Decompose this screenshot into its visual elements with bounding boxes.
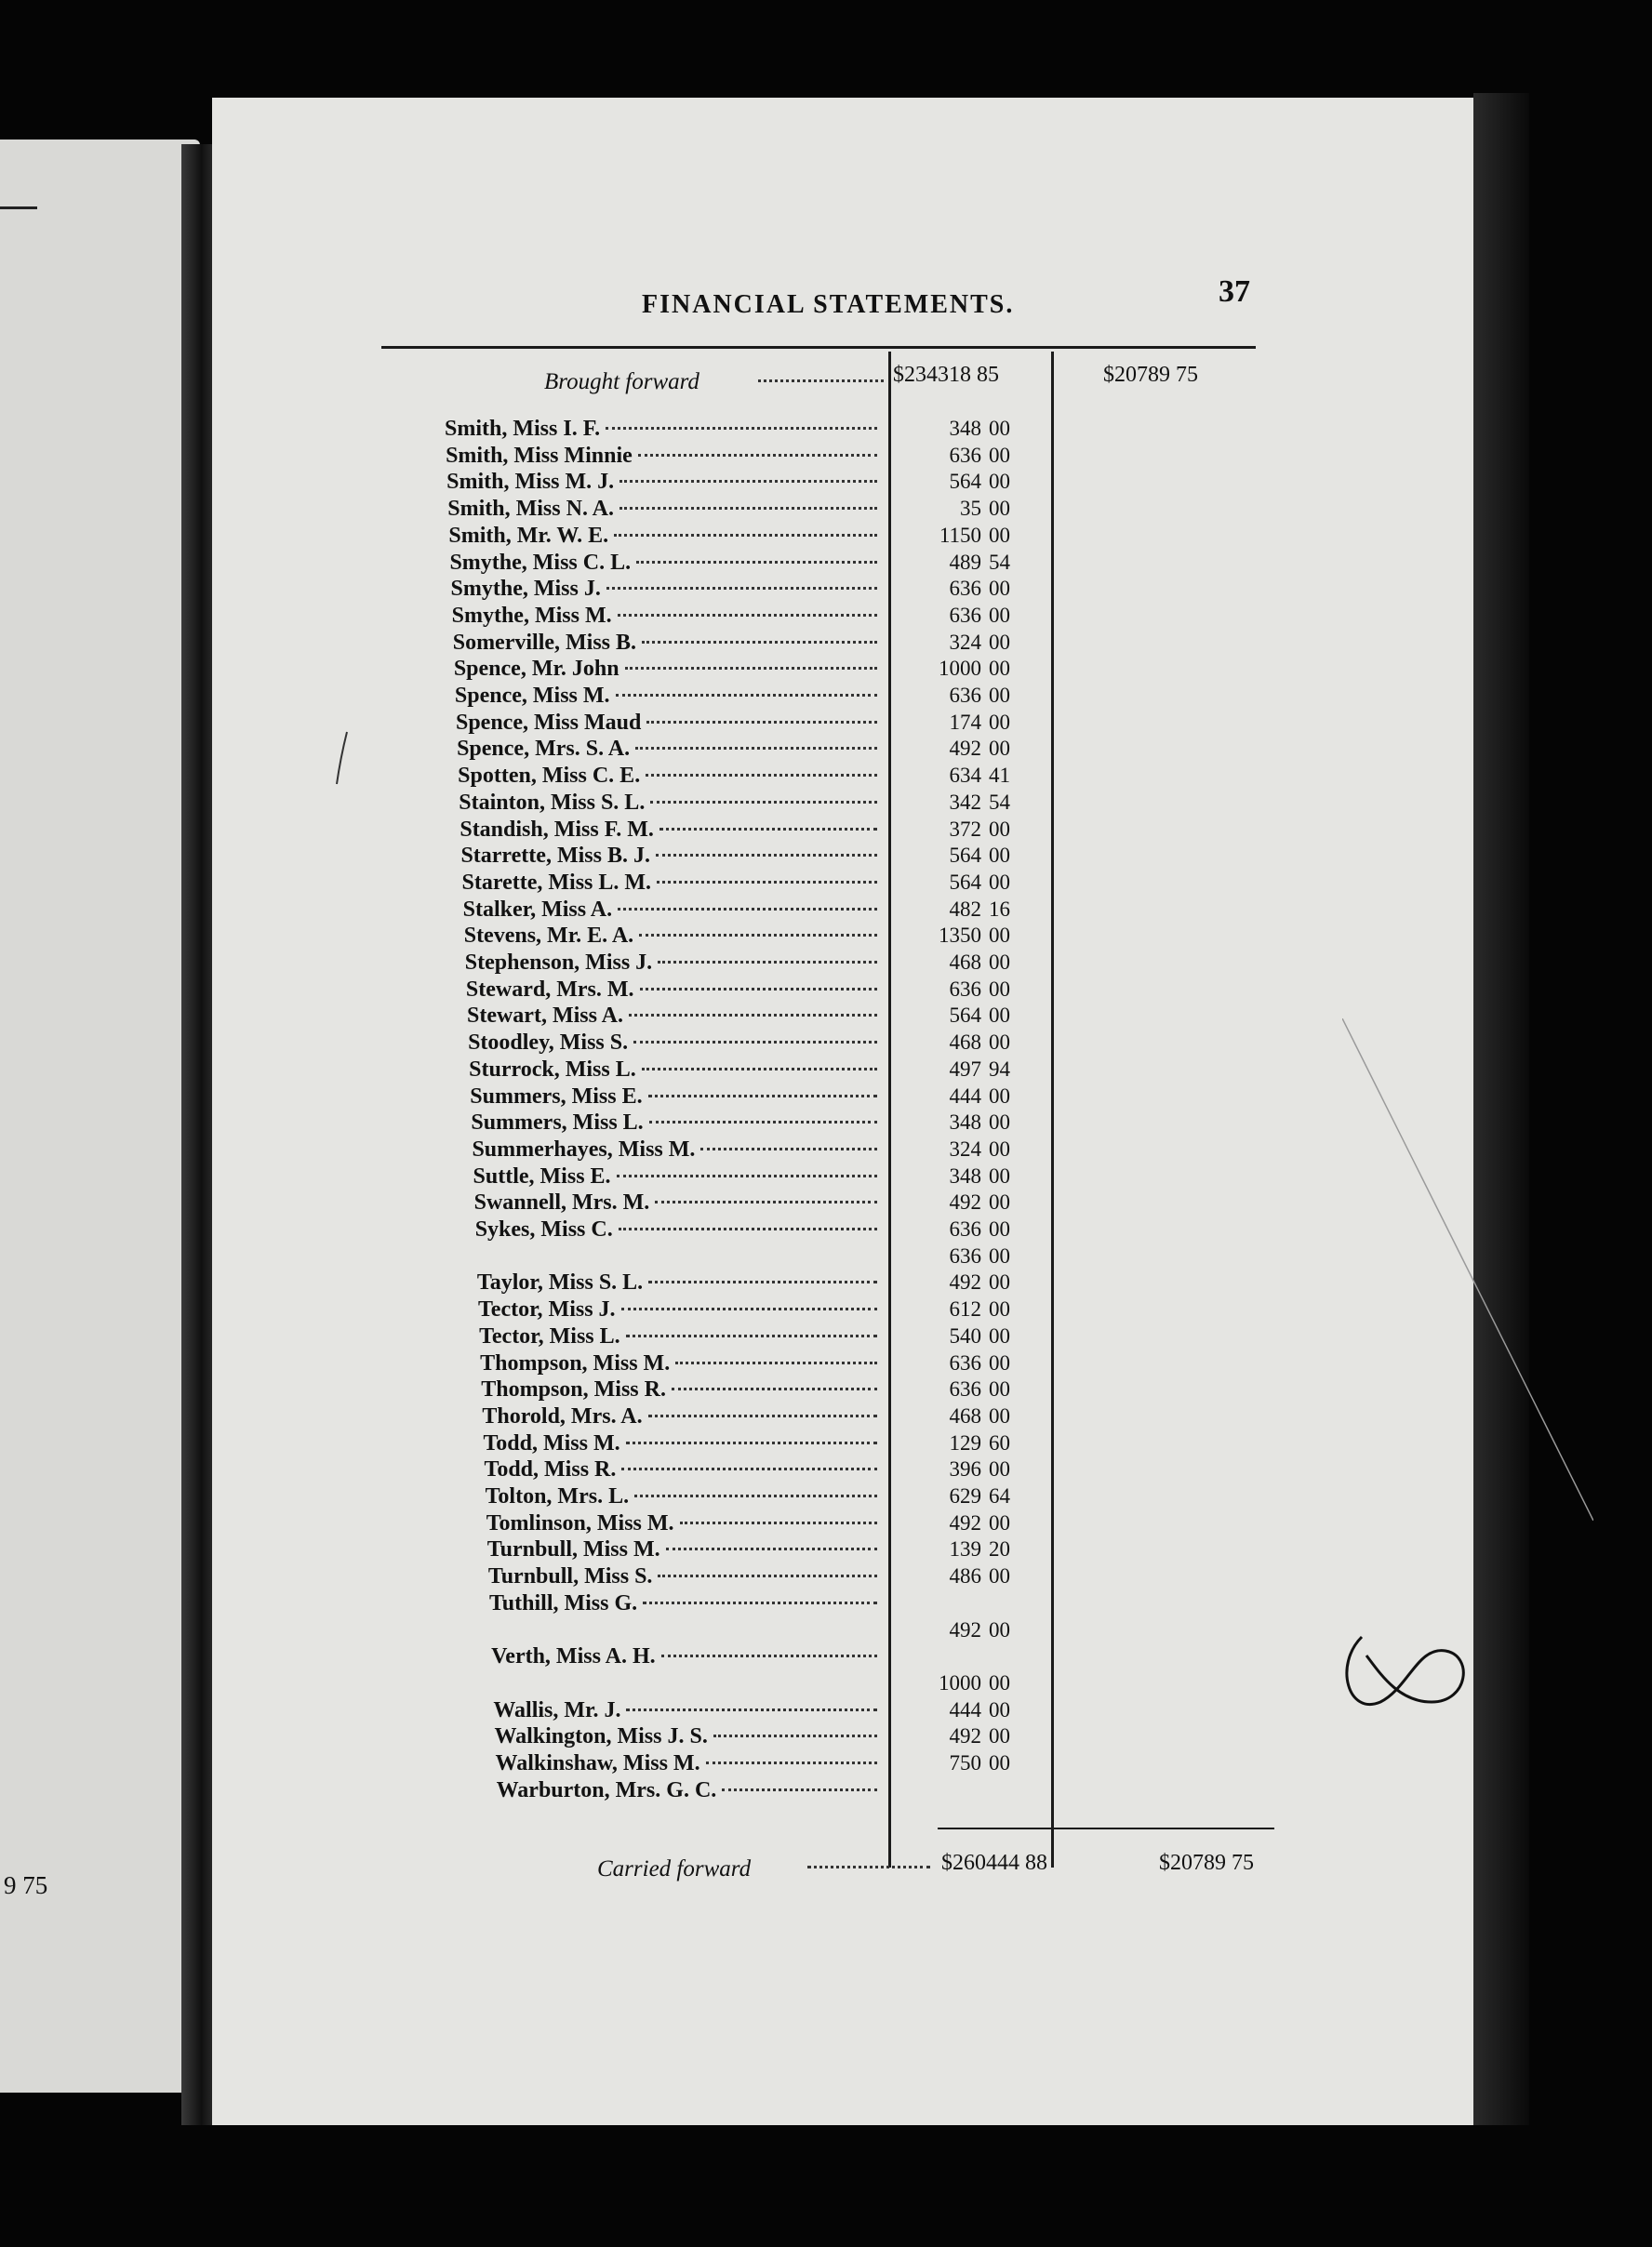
ledger-name: Swannell, Mrs. M. <box>473 1190 650 1216</box>
dot-leader <box>621 1468 877 1470</box>
ledger-amount-dollars: 636 <box>949 1377 981 1402</box>
ledger-amount-cents: 00 <box>988 1403 1010 1428</box>
dot-leader <box>619 1228 877 1230</box>
ledger-name: Spence, Mrs. S. A. <box>457 737 631 762</box>
ledger-amount-cents: 60 <box>988 1430 1010 1455</box>
ledger-row <box>486 1537 1010 1563</box>
dot-leader <box>646 721 877 724</box>
ledger-amount-dollars: 634 <box>949 764 981 788</box>
ledger-amount-cents: 00 <box>988 710 1010 734</box>
ledger-amount-dollars: 492 <box>949 1270 981 1295</box>
brought-forward-leader <box>758 379 884 382</box>
ledger-name: Smith, Miss I. F. <box>445 417 601 441</box>
brought-forward-amount: $234318 85 <box>893 363 999 387</box>
ledger-amount-cents: 00 <box>988 844 1010 868</box>
dot-leader <box>642 1068 877 1070</box>
ledger-amount-dollars: 636 <box>949 1217 981 1241</box>
ledger-amount-cents: 00 <box>988 1724 1010 1748</box>
ledger-row <box>476 1243 1010 1270</box>
dot-leader <box>700 1148 877 1150</box>
ledger-amount-cents: 00 <box>988 1377 1010 1402</box>
pencil-mark-icon <box>333 730 352 786</box>
ledger-name: Walkington, Miss J. S. <box>494 1724 708 1749</box>
ledger-amount-cents: 00 <box>988 1030 1010 1055</box>
ledger-name: Stewart, Miss A. <box>466 1004 623 1029</box>
ledger-amount-dollars: 444 <box>949 1697 981 1722</box>
dot-leader <box>635 747 877 750</box>
ledger-amount-cents: 00 <box>988 1697 1010 1722</box>
ledger-amount-cents: 54 <box>988 550 1010 574</box>
ledger-row <box>469 1057 1010 1084</box>
ledger-name: Summerhayes, Miss M. <box>472 1137 696 1162</box>
ledger-name: Smythe, Miss C. L. <box>449 550 632 575</box>
dot-leader <box>633 1041 877 1044</box>
ledger-row <box>497 1778 881 1804</box>
ledger-row <box>472 1137 1010 1163</box>
ledger-name: Stoodley, Miss S. <box>468 1030 629 1056</box>
ledger-row <box>470 1084 1010 1110</box>
ledger-amount-cents: 00 <box>988 924 1010 948</box>
dot-leader <box>656 854 877 857</box>
ledger-amount-dollars: 540 <box>949 1323 981 1348</box>
dot-leader <box>640 988 877 991</box>
dot-leader <box>675 1362 877 1364</box>
ledger-amount-cents: 00 <box>988 1350 1010 1375</box>
brought-forward-amount-right: $20789 75 <box>1103 363 1198 387</box>
ledger-amount-dollars: 492 <box>949 737 981 761</box>
book-spine <box>181 144 215 2125</box>
ledger-row <box>446 443 1010 470</box>
ledger-name: Stalker, Miss A. <box>462 897 613 922</box>
ledger-amount-dollars: 444 <box>949 1084 981 1108</box>
ledger-row <box>464 951 1010 977</box>
ledger-row <box>487 1564 1010 1590</box>
ledger-amount-cents: 41 <box>988 764 1010 788</box>
ledger-row <box>453 657 1010 683</box>
dot-leader <box>629 1014 877 1017</box>
dot-leader <box>617 1175 877 1177</box>
ledger-amount-dollars: 492 <box>949 1190 981 1215</box>
ledger-row <box>460 844 1010 870</box>
ledger-amount-dollars: 1350 <box>938 924 981 948</box>
ledger-amount-dollars: 636 <box>949 443 981 467</box>
ledger-name: Tector, Miss J. <box>477 1297 616 1323</box>
ledger-amount-dollars: 1000 <box>938 1670 981 1695</box>
ledger-amount-dollars: 324 <box>949 1137 981 1161</box>
dot-leader <box>606 427 877 430</box>
ledger-amount-dollars: 492 <box>949 1510 981 1535</box>
ledger-amount-dollars: 348 <box>949 417 981 440</box>
ledger-row <box>461 870 1010 897</box>
ledger-amount-cents: 00 <box>988 1323 1010 1348</box>
ledger-name: Tuthill, Miss G. <box>488 1590 638 1615</box>
ledger-amount-cents: 00 <box>988 870 1010 894</box>
dot-leader <box>636 561 877 564</box>
faint-pencil-line <box>1342 1018 1593 1521</box>
page-header-title: FINANCIAL STATEMENTS. <box>642 290 1015 319</box>
dot-leader <box>648 1095 877 1097</box>
ledger-row <box>450 577 1010 603</box>
dot-leader <box>722 1788 877 1791</box>
ledger-amount-dollars: 492 <box>949 1617 981 1642</box>
ledger-amount-cents: 00 <box>988 497 1010 521</box>
dot-leader <box>634 1495 877 1497</box>
ledger-amount-dollars: 636 <box>949 684 981 707</box>
dot-leader <box>625 667 877 670</box>
ledger-row <box>446 470 1010 496</box>
dot-leader <box>618 614 877 617</box>
ledger-amount-cents: 00 <box>988 523 1010 547</box>
dot-leader <box>626 1709 877 1711</box>
ledger-row <box>476 1270 1010 1296</box>
ledger-name: Spotten, Miss C. E. <box>458 764 641 789</box>
ledger-amount-dollars: 564 <box>949 1004 981 1028</box>
ledger-amount-cents: 00 <box>988 1510 1010 1535</box>
ledger-amount-dollars: 564 <box>949 870 981 894</box>
ledger-amount-cents: 00 <box>988 1297 1010 1322</box>
ledger-name: Tector, Miss L. <box>479 1323 620 1349</box>
ledger-amount-cents: 00 <box>988 1270 1010 1295</box>
dot-leader <box>658 961 877 964</box>
ledger-name: Steward, Mrs. M. <box>465 977 634 1002</box>
dot-leader <box>642 641 877 644</box>
ledger-row <box>477 1297 1010 1323</box>
ledger-name: Standish, Miss F. M. <box>460 817 654 842</box>
ledger-amount-dollars: 396 <box>949 1457 981 1482</box>
ledger-row <box>484 1457 1010 1483</box>
ledger-amount-dollars: 324 <box>949 630 981 654</box>
ledger-row <box>452 630 1010 657</box>
ledger-row <box>481 1377 1010 1403</box>
ledger-amount-dollars: 372 <box>949 817 981 841</box>
left-page-total: 9 75 <box>4 1871 48 1899</box>
ledger-row <box>463 924 1010 950</box>
dot-leader <box>620 480 877 483</box>
dot-leader <box>649 1121 877 1124</box>
ledger-amount-cents: 00 <box>988 1617 1010 1642</box>
ledger-name: Somerville, Miss B. <box>452 630 637 655</box>
ledger-amount-cents: 00 <box>988 1163 1010 1188</box>
dot-leader <box>680 1522 877 1524</box>
ledger-amount-dollars: 129 <box>949 1430 981 1455</box>
ledger-amount-dollars: 348 <box>949 1163 981 1188</box>
dot-leader <box>620 507 877 510</box>
ledger-row <box>454 684 1010 710</box>
ledger-amount-dollars: 629 <box>949 1484 981 1508</box>
ledger-name: Smith, Mr. W. E. <box>448 523 609 548</box>
ledger-amount-dollars: 636 <box>949 977 981 1001</box>
ledger-amount-dollars: 564 <box>949 470 981 494</box>
ledger-row <box>471 1110 1010 1137</box>
ledger-amount-dollars: 348 <box>949 1110 981 1135</box>
ledger-amount-cents: 16 <box>988 897 1010 921</box>
dot-leader <box>657 881 877 884</box>
dot-leader <box>672 1388 877 1390</box>
ledger-row <box>448 523 1010 550</box>
ledger-name: Todd, Miss R. <box>484 1457 617 1482</box>
ledger-row <box>490 1617 1010 1644</box>
dot-leader <box>621 1308 877 1310</box>
ledger-amount-cents: 00 <box>988 1137 1010 1161</box>
ledger-name: Stainton, Miss S. L. <box>459 790 646 815</box>
ledger-name: Sykes, Miss C. <box>474 1217 613 1242</box>
ledger-row <box>465 977 1010 1004</box>
ledger-row <box>447 497 1010 523</box>
ledger-row <box>449 550 1010 577</box>
ledger-amount-dollars: 486 <box>949 1564 981 1589</box>
ledger-amount-cents: 00 <box>988 684 1010 707</box>
ledger-amount-cents: 00 <box>988 817 1010 841</box>
ledger-name: Taylor, Miss S. L. <box>476 1270 644 1296</box>
dot-leader <box>626 1335 877 1337</box>
dot-leader <box>661 1655 877 1657</box>
ledger-name: Stephenson, Miss J. <box>464 951 653 975</box>
ledger-row <box>491 1644 881 1670</box>
ledger-amount-cents: 20 <box>988 1537 1010 1562</box>
carried-forward-leader <box>807 1866 930 1868</box>
ledger-amount-cents: 00 <box>989 417 1010 440</box>
dot-leader <box>614 534 877 537</box>
carried-forward-label: Carried forward <box>597 1856 752 1881</box>
ledger-amount-cents: 00 <box>988 1190 1010 1215</box>
ledger-row <box>451 603 1010 630</box>
carried-forward-amount-right: $20789 75 <box>1159 1851 1254 1875</box>
ledger-name: Tomlinson, Miss M. <box>486 1510 674 1536</box>
ledger-row <box>458 764 1010 790</box>
ledger-amount-dollars: 468 <box>949 1030 981 1055</box>
ledger-amount-cents: 00 <box>988 1457 1010 1482</box>
ledger-amount-dollars: 468 <box>949 1403 981 1428</box>
ledger-row <box>468 1030 1010 1057</box>
ledger-row <box>479 1323 1010 1350</box>
dot-leader <box>648 1415 877 1417</box>
dot-leader <box>648 1281 877 1283</box>
dot-leader <box>655 1201 877 1203</box>
ledger-amount-dollars: 468 <box>949 951 981 974</box>
ledger-amount-cents: 00 <box>988 1564 1010 1589</box>
ledger-name: Sturrock, Miss L. <box>469 1057 636 1082</box>
ledger-row <box>462 897 1010 924</box>
ledger-name: Spence, Miss Maud <box>455 710 642 735</box>
dot-leader <box>706 1762 877 1764</box>
ledger-amount-dollars: 1000 <box>938 657 981 681</box>
ledger-amount-cents: 00 <box>988 737 1010 761</box>
ledger-name: Summers, Miss L. <box>471 1110 644 1136</box>
ledger-amount-cents: 00 <box>988 977 1010 1001</box>
ledger-row <box>473 1190 1010 1217</box>
ledger-row <box>480 1350 1010 1377</box>
page-number: 37 <box>1219 274 1250 309</box>
ledger-name: Todd, Miss M. <box>483 1430 620 1456</box>
ledger-amount-cents: 00 <box>988 470 1010 494</box>
ledger-row <box>445 417 1010 443</box>
ledger-amount-cents: 64 <box>988 1484 1010 1508</box>
ledger-name: Stevens, Mr. E. A. <box>463 924 634 949</box>
carried-forward-amount: $260444 88 <box>941 1851 1047 1875</box>
ledger-name: Wallis, Mr. J. <box>493 1697 621 1722</box>
ledger-name: Tolton, Mrs. L. <box>485 1484 630 1509</box>
ledger-amount-cents: 00 <box>988 1110 1010 1135</box>
ledger-amount-cents: 00 <box>988 657 1010 681</box>
total-rule-main <box>938 1828 1114 1829</box>
ledger-name: Spence, Miss M. <box>454 684 610 708</box>
dot-leader <box>650 801 877 804</box>
ledger-row <box>495 1751 1010 1777</box>
ledger-name: Starrette, Miss B. J. <box>460 844 650 869</box>
dot-leader <box>638 454 877 457</box>
ledger-row <box>485 1484 1010 1510</box>
header-rule <box>381 346 1256 349</box>
ledger-row <box>492 1670 1010 1697</box>
ledger-amount-dollars: 35 <box>959 497 981 521</box>
ledger-amount-dollars: 636 <box>949 603 981 627</box>
ledger-row <box>483 1430 1010 1457</box>
ledger-name: Smith, Miss Minnie <box>446 443 633 468</box>
dot-leader <box>626 1442 877 1444</box>
ledger-name: Smythe, Miss M. <box>451 603 612 628</box>
ledger-row <box>489 1591 881 1617</box>
ledger-amount-cents: 00 <box>988 951 1010 974</box>
ledger-row <box>457 737 1010 763</box>
ledger-name: Thompson, Miss R. <box>481 1377 666 1403</box>
ledger-name: Turnbull, Miss S. <box>487 1564 653 1589</box>
ledger-name: Spence, Mr. John <box>453 657 620 682</box>
dot-leader <box>616 694 877 697</box>
ledger-amount-dollars: 482 <box>949 897 981 921</box>
ledger-amount-dollars: 174 <box>949 710 981 734</box>
ledger-row <box>486 1510 1010 1537</box>
dot-leader <box>659 828 877 831</box>
left-page-rule <box>0 206 37 209</box>
ledger-amount-cents: 00 <box>988 603 1010 627</box>
dot-leader <box>646 774 877 777</box>
brought-forward-label: Brought forward <box>544 369 699 394</box>
ledger-amount-dollars: 612 <box>949 1297 981 1322</box>
ledger-name: Thompson, Miss M. <box>480 1350 671 1376</box>
handwritten-mark-icon <box>1343 1628 1473 1730</box>
ledger-row <box>455 710 1010 737</box>
dot-leader <box>658 1575 877 1577</box>
ledger-amount-dollars: 636 <box>949 1350 981 1375</box>
ledger-amount-dollars: 342 <box>949 790 981 814</box>
dot-leader <box>618 908 877 911</box>
dot-leader <box>606 587 877 590</box>
ledger-name: Starette, Miss L. M. <box>461 870 652 895</box>
ledger-name: Thorold, Mrs. A. <box>482 1403 643 1429</box>
ledger-row <box>494 1724 1010 1750</box>
ledger-name: Smith, Miss M. J. <box>446 470 615 495</box>
ledger-amount-cents: 00 <box>988 443 1010 467</box>
ledger-amount-cents: 00 <box>988 1084 1010 1108</box>
dot-leader <box>639 934 877 937</box>
dot-leader <box>643 1602 877 1604</box>
ledger-amount-dollars: 489 <box>949 550 981 574</box>
ledger-amount-cents: 00 <box>988 1217 1010 1241</box>
ledger-name: Walkinshaw, Miss M. <box>495 1751 700 1775</box>
ledger-row <box>460 817 1010 844</box>
ledger-amount-dollars: 1150 <box>939 523 981 547</box>
ledger-name: Turnbull, Miss M. <box>486 1537 660 1562</box>
ledger-amount-cents: 00 <box>988 1243 1010 1268</box>
ledger-name: Warburton, Mrs. G. C. <box>496 1777 717 1802</box>
ledger-amount-cents: 94 <box>988 1057 1010 1081</box>
ledger-amount-cents: 00 <box>988 577 1010 601</box>
ledger-amount-dollars: 636 <box>949 1243 981 1268</box>
ledger-amount-cents: 00 <box>988 1670 1010 1695</box>
ledger-name: Verth, Miss A. H. <box>491 1644 656 1669</box>
ledger-row <box>474 1217 1010 1243</box>
ledger-amount-cents: 54 <box>988 790 1010 814</box>
total-rule-right <box>1114 1828 1274 1829</box>
ledger-name: Smythe, Miss J. <box>450 577 601 602</box>
ledger-row <box>473 1163 1010 1190</box>
ledger-name: Summers, Miss E. <box>470 1084 643 1109</box>
ledger-name: Suttle, Miss E. <box>473 1163 611 1189</box>
ledger-amount-dollars: 139 <box>949 1537 981 1562</box>
ledger-amount-dollars: 750 <box>949 1751 981 1775</box>
ledger-amount-cents: 00 <box>988 1004 1010 1028</box>
ledger-row <box>466 1004 1010 1030</box>
ledger-amount-cents: 00 <box>988 630 1010 654</box>
dot-leader <box>666 1548 877 1550</box>
ledger-name: Smith, Miss N. A. <box>447 497 614 522</box>
ledger-amount-cents: 00 <box>988 1751 1010 1775</box>
ledger-row <box>493 1697 1010 1724</box>
ledger-row <box>459 790 1010 817</box>
dot-leader <box>713 1735 877 1737</box>
ledger-row <box>482 1403 1010 1430</box>
ledger-amount-dollars: 636 <box>949 577 981 601</box>
ledger-amount-dollars: 564 <box>949 844 981 868</box>
left-page <box>0 140 200 2093</box>
column-rule-right <box>1051 352 1054 1868</box>
ledger-amount-dollars: 497 <box>949 1057 981 1081</box>
ledger-amount-dollars: 492 <box>949 1724 981 1748</box>
